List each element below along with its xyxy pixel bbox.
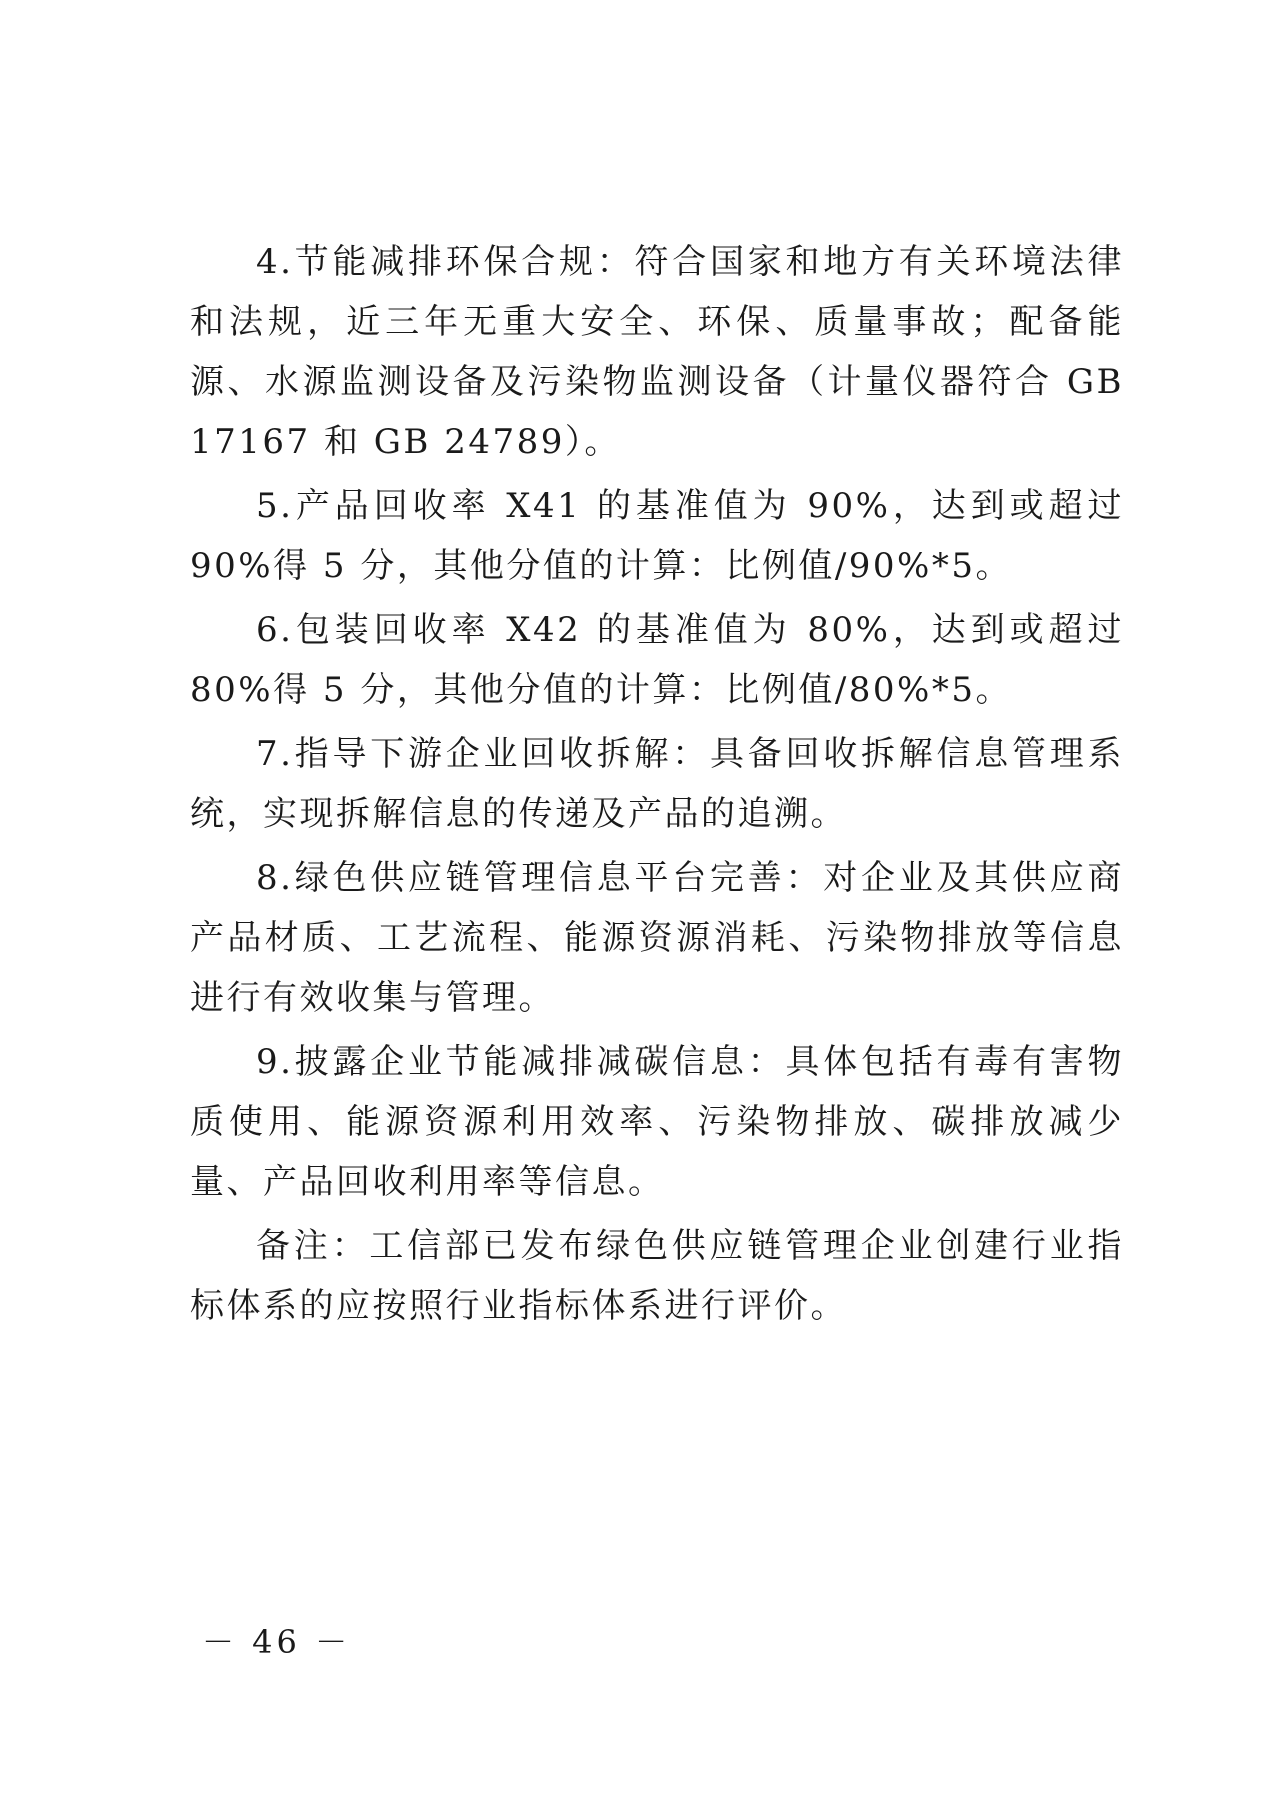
paragraph-item-4: 4.节能减排环保合规：符合国家和地方有关环境法律和法规，近三年无重大安全、环保、质量事故；配备能源、水源监测设备及污染物监测设备（计量仪器符合 GB 17167 和 GB 24789）。 [190, 242, 1124, 462]
paragraph-item-6: 6.包装回收率 X42 的基准值为 80%，达到或超过 80%得 5 分，其他分值的计算：比例值/80%*5。 [190, 610, 1124, 710]
paragraph-item-7: 7.指导下游企业回收拆解：具备回收拆解信息管理系统，实现拆解信息的传递及产品的追溯。 [190, 734, 1124, 834]
document-body [190, 232, 1124, 1340]
paragraph-item-8: 8.绿色供应链管理信息平台完善：对企业及其供应商产品材质、工艺流程、能源资源消耗、污染物排放等信息进行有效收集与管理。 [190, 858, 1124, 1018]
paragraph-item-5: 5.产品回收率 X41 的基准值为 90%，达到或超过 90%得 5 分，其他分值的计算：比例值/90%*5。 [190, 486, 1124, 586]
page-number: － 46 － [202, 1623, 352, 1661]
paragraph-item-9: 9.披露企业节能减排减碳信息：具体包括有毒有害物质使用、能源资源利用效率、污染物排放、碳排放减少量、产品回收利用率等信息。 [190, 1042, 1124, 1202]
paragraph-remark: 备注：工信部已发布绿色供应链管理企业创建行业指标体系的应按照行业指标体系进行评价。 [190, 1226, 1124, 1326]
